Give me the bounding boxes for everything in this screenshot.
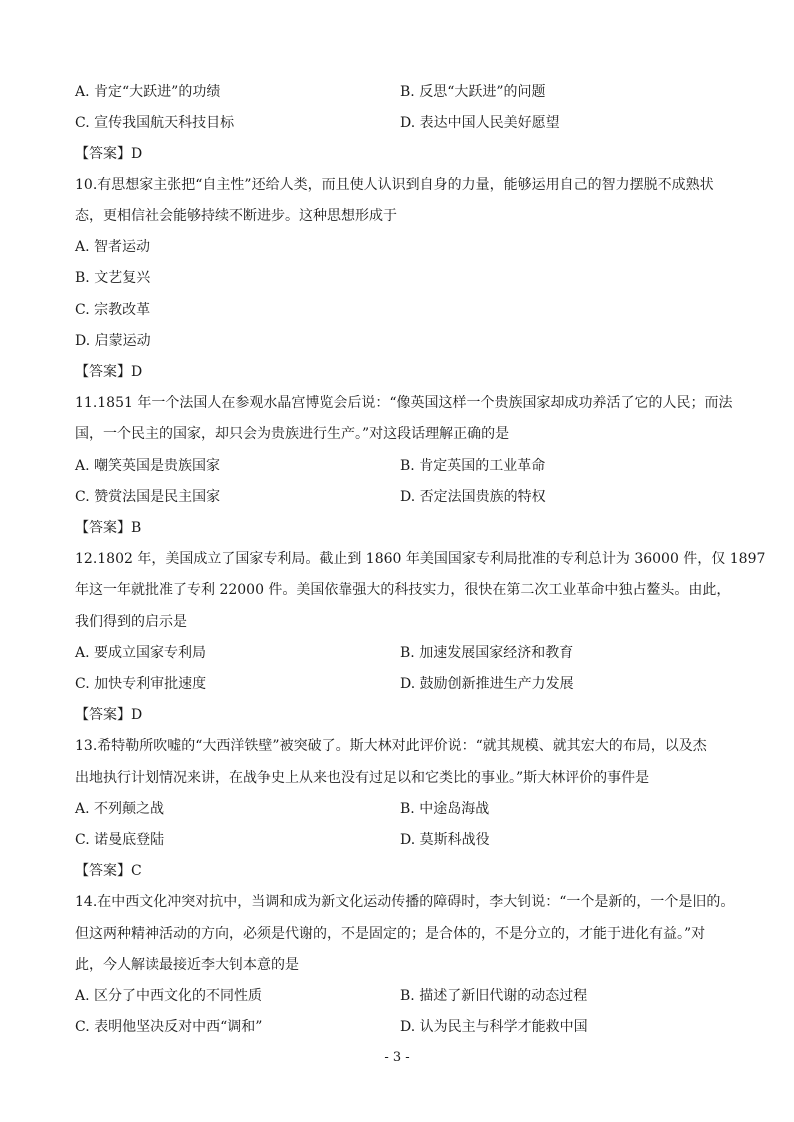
q12-answer: 【答案】D (75, 707, 143, 723)
q14-option-d: D. 认为民主与科学才能救中国 (400, 1019, 588, 1035)
q12-stem-line-2: 年这一年就批准了专利 22000 件。美国依靠强大的科技实力，很快在第二次工业革命中独占鳌头。由此， (75, 582, 731, 598)
q10-stem-line-1: 10.有思想家主张把“自主性”还给人类，而且使人认识到自身的力量，能够运用自己的智力摆脱不成熟状 (75, 177, 714, 193)
q13-option-a: A. 不列颠之战 (75, 801, 165, 817)
q10-option-d: D. 启蒙运动 (75, 333, 151, 349)
q12-stem-line-1: 12.1802 年，美国成立了国家专利局。截止到 1860 年美国国家专利局批准的专利总计为 36000 件，仅 1897 (75, 551, 766, 567)
q13-option-b: B. 中途岛海战 (400, 801, 490, 817)
q13-option-d: D. 莫斯科战役 (400, 832, 490, 848)
q14-option-b: B. 描述了新旧代谢的动态过程 (400, 988, 588, 1004)
q14-stem-line-2: 但这两种精神活动的方向，必须是代谢的，不是固定的；是合体的，不是分立的，才能于进化有益。”对 (75, 926, 706, 942)
q10-option-c: C. 宗教改革 (75, 302, 151, 318)
q12-stem-line-3: 我们得到的启示是 (75, 614, 187, 630)
q14-option-c: C. 表明他坚决反对中西“调和” (75, 1019, 263, 1035)
q14-option-a: A. 区分了中西文化的不同性质 (75, 988, 263, 1004)
q10-stem-line-2: 态，更相信社会能够持续不断进步。这种思想形成于 (75, 208, 397, 224)
q10-answer: 【答案】D (75, 364, 143, 380)
q13-option-c: C. 诺曼底登陆 (75, 832, 165, 848)
q10-option-b: B. 文艺复兴 (75, 270, 151, 286)
q9-option-a: A. 肯定“大跃进”的功绩 (75, 84, 221, 100)
q9-option-d: D. 表达中国人民美好愿望 (400, 115, 560, 131)
q13-answer: 【答案】C (75, 863, 142, 879)
q9-answer: 【答案】D (75, 146, 143, 162)
q11-option-c: C. 赞赏法国是民主国家 (75, 489, 221, 505)
q12-option-d: D. 鼓励创新推进生产力发展 (400, 676, 574, 692)
q11-stem-line-2: 国，一个民主的国家，却只会为贵族进行生产。”对这段话理解正确的是 (75, 426, 510, 442)
q13-stem-line-1: 13.希特勒所吹嘘的“大西洋铁壁”被突破了。斯大林对此评价说：“就其规模、就其宏大的布局，以及杰 (75, 738, 707, 754)
q12-option-b: B. 加速发展国家经济和教育 (400, 645, 574, 661)
q11-answer: 【答案】B (75, 520, 142, 536)
q11-stem-line-1: 11.1851 年一个法国人在参观水晶宫博览会后说：“像英国这样一个贵族国家却成功养活了它的人民；而法 (75, 395, 733, 411)
q10-option-a: A. 智者运动 (75, 239, 151, 255)
q9-option-c: C. 宣传我国航天科技目标 (75, 115, 235, 131)
q11-option-b: B. 肯定英国的工业革命 (400, 458, 546, 474)
q14-stem-line-3: 此，今人解读最接近李大钊本意的是 (75, 957, 299, 973)
q11-option-d: D. 否定法国贵族的特权 (400, 489, 546, 505)
q14-stem-line-1: 14.在中西文化冲突对抗中，当调和成为新文化运动传播的障碍时，李大钊说：“一个是新的，一个是旧的。 (75, 894, 735, 910)
q13-stem-line-2: 出地执行计划情况来讲，在战争史上从来也没有过足以和它类比的事业。”斯大林评价的事件是 (75, 770, 650, 786)
page-number: - 3 - (384, 1050, 410, 1065)
q12-option-c: C. 加快专利审批速度 (75, 676, 207, 692)
q11-option-a: A. 嘲笑英国是贵族国家 (75, 458, 221, 474)
q12-option-a: A. 要成立国家专利局 (75, 645, 207, 661)
q9-option-b: B. 反思“大跃进”的问题 (400, 84, 546, 100)
